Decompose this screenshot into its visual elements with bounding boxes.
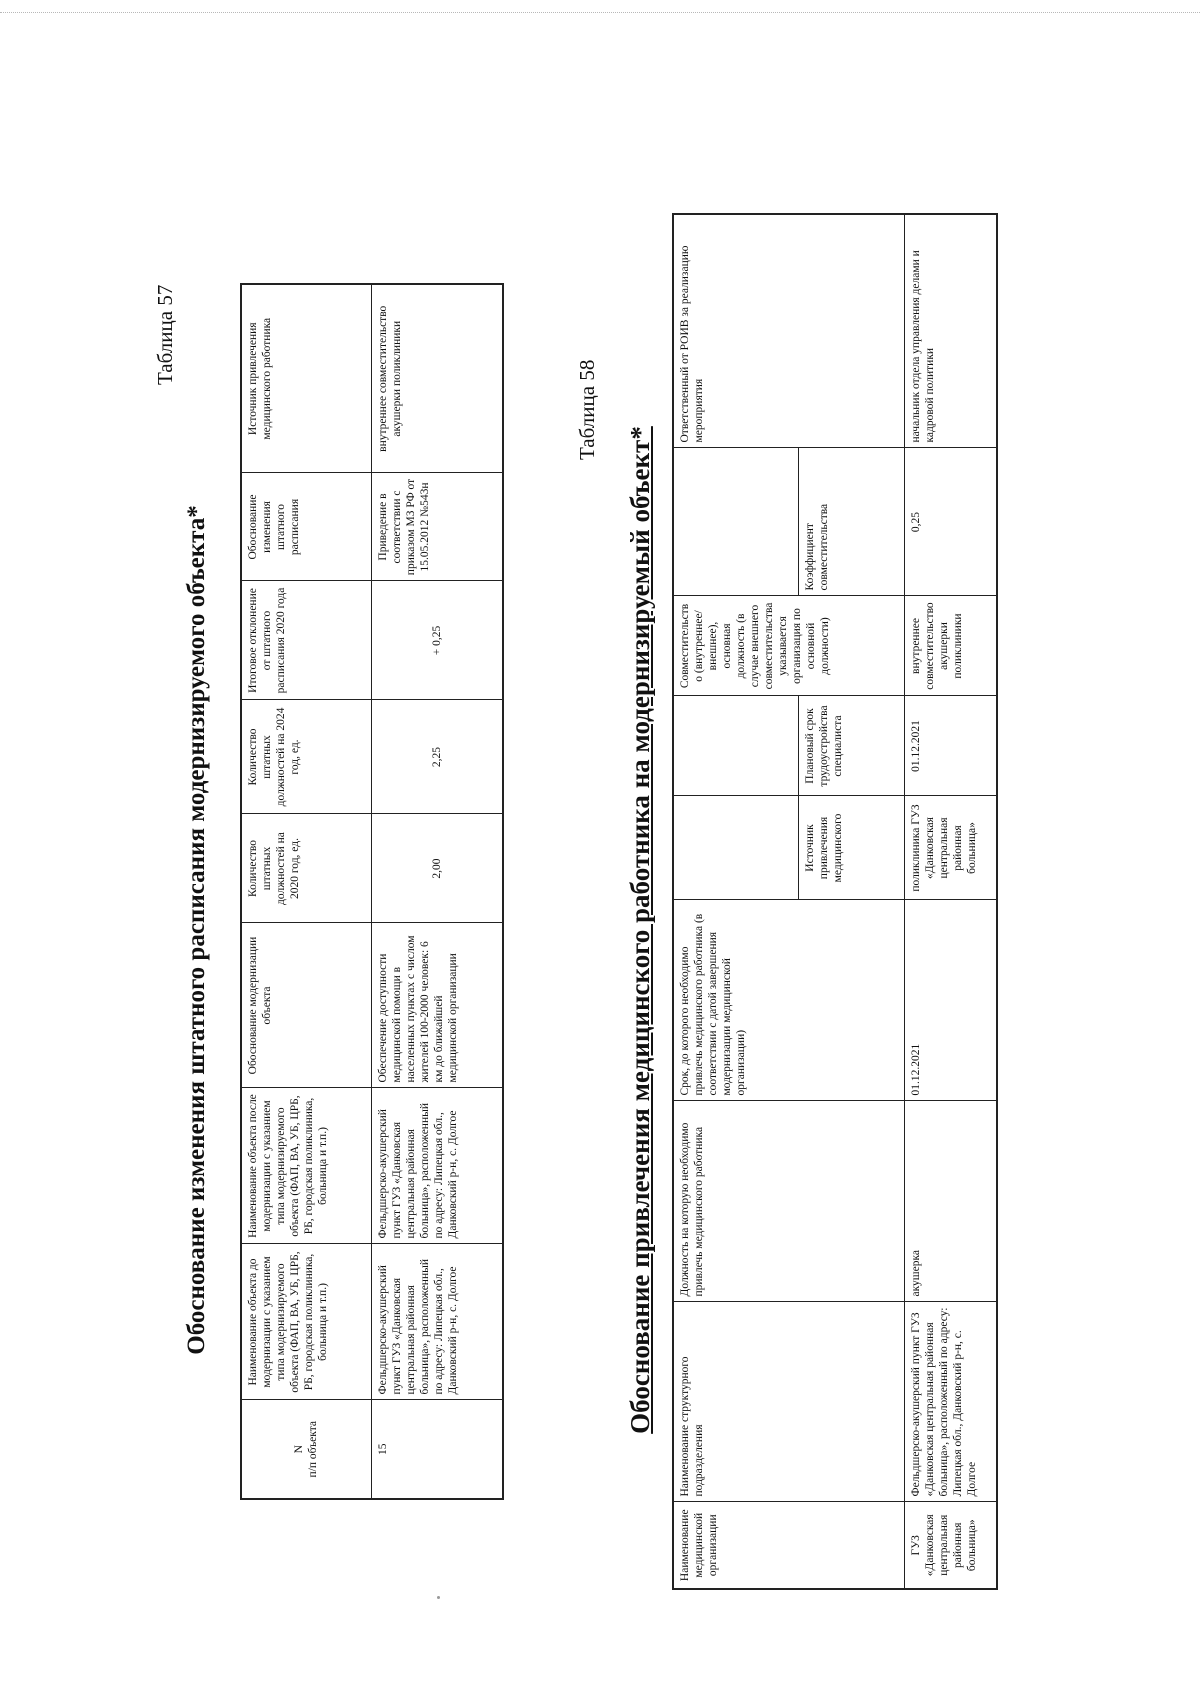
t58-header-coefficient: Коэффициент совместительства (798, 448, 904, 596)
table-58-header-row (673, 214, 798, 1589)
t57-header-source: Источник привлечения медицинского работника (241, 284, 371, 473)
table-58-heading: Обоснование привлечения медицинского работника на модернизируемый объект* (625, 426, 655, 1434)
t58-header-source: Источник привлечения медицинского (798, 796, 904, 900)
t58-header-blank-c (673, 448, 798, 596)
t58-cell-unit: Фельдшерско-акушерский пункт ГУЗ «Данковская центральная районная больница», расположенный по адресу: Липецкая обл., Данковский р-н, с. Долгое (904, 1302, 997, 1502)
t58-header-deadline: Срок, до которого необходимо привлечь медицинского работника (в соответствии с датой завершения модернизации медицинской организации) (673, 900, 904, 1101)
t58-cell-source: поликлиника ГУЗ «Данковская центральная районная больница» (904, 796, 997, 900)
t57-cell-change-reason: Приведение в соответствии с приказом МЗ РФ от 15.05.2012 №543н (371, 473, 503, 581)
t57-cell-staff-2020: 2,00 (371, 814, 503, 923)
table-57-heading: Обоснование изменения штатного расписания модернизируемого объекта* (183, 505, 210, 1355)
t58-header-position: Должность на которую необходимо привлечь медицинского работника (673, 1101, 904, 1302)
t57-header-before: Наименование объекта до модернизации с указанием типа модернизируемого объекта (ФАП, ВА, УБ, ЦРБ, РБ, городская поликлиника, больница и т.п.) (241, 1244, 371, 1400)
t58-header-combination: Совместительство (внутреннее/внешнее), основная должность (в случае внешнего совместительства указывается организация по основной должности) (673, 596, 904, 696)
t57-header-staff-2024: Количество штатных должностей на 2024 год, ед. (241, 700, 371, 814)
t58-cell-hire-date: 01.12.2021 (904, 696, 997, 796)
t57-cell-staff-2024: 2,25 (371, 700, 503, 814)
table-57-header-row (241, 284, 371, 1499)
t57-cell-deviation: + 0,25 (371, 581, 503, 700)
table-57-label: Таблица 57 (153, 284, 177, 385)
t58-cell-responsible: начальник отдела управления делами и кадровой политики (904, 214, 997, 448)
table-57 (240, 283, 504, 1500)
t57-header-change-reason: Обоснование изменения штатного расписания (241, 473, 371, 581)
t58-header-blank-b (673, 696, 798, 796)
t57-header-num: N п/п объекта (241, 1400, 371, 1499)
t58-cell-deadline: 01.12.2021 (904, 900, 997, 1101)
rotated-page (135, 220, 1135, 1640)
table-58-label: Таблица 58 (575, 359, 599, 460)
scan-edge-line (0, 12, 1200, 13)
t58-cell-coefficient: 0,25 (904, 448, 997, 596)
t57-cell-source: внутреннее совместительство акушерки поликлиники (371, 284, 503, 473)
t58-cell-org: ГУЗ «Данковская центральная районная больница» (904, 1502, 997, 1589)
t57-cell-reason: Обеспечение доступности медицинской помощи в населенных пунктах с числом жителей 100-2000 человек: 6 км до ближайшей медицинской организации (371, 923, 503, 1088)
t58-cell-position: акушерка (904, 1101, 997, 1302)
t58-cell-combination: внутреннее совместительство акушерки поликлиники (904, 596, 997, 696)
t57-header-staff-2020: Количество штатных должностей на 2020 год, ед. (241, 814, 371, 923)
table-58 (672, 213, 998, 1590)
t57-cell-num: 15 (371, 1400, 503, 1499)
t58-header-responsible: Ответственный от РОИВ за реализацию мероприятия (673, 214, 904, 448)
t57-header-deviation: Итоговое отклонение от штатного расписания 2020 года (241, 581, 371, 700)
t57-cell-before: Фельдшерско-акушерский пункт ГУЗ «Данковская центральная районная больница», расположенный по адресу: Липецкая обл., Данковский р-н, с. Долгое (371, 1244, 503, 1400)
table-58-row (904, 214, 997, 1589)
table-57-row (371, 284, 503, 1499)
t58-header-hire-date: Плановый срок трудоустройства специалиста (798, 696, 904, 796)
t58-header-blank-a (673, 796, 798, 900)
t57-header-reason: Обоснование модернизации объекта (241, 923, 371, 1088)
t57-cell-after: Фельдшерско-акушерский пункт ГУЗ «Данковская центральная районная больница», расположенный по адресу: Липецкая обл., Данковский р-н, с. Долгое (371, 1088, 503, 1244)
t58-header-unit: Наименование структурного подразделения (673, 1302, 904, 1502)
t57-header-after: Наименование объекта после модернизации с указанием типа модернизируемого объекта (ФАП, ВА, УБ, ЦРБ, РБ, городская поликлиника, больница и т.п.) (241, 1088, 371, 1244)
t58-header-org: Наименование медицинской организации (673, 1502, 904, 1589)
